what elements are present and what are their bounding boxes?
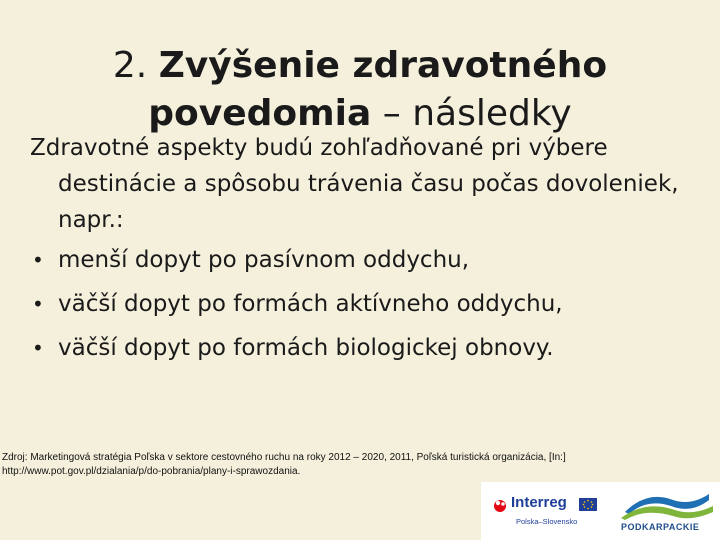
podkarpackie-logo	[617, 486, 717, 538]
source-line-1: Zdroj: Marketingová stratégia Poľska v sektore cestovného ruchu na roky 2012 – 2020, 2011, Poľská turistická organizácia, [In:]	[2, 452, 566, 463]
list-item-text: väčší dopyt po formách aktívneho oddychu,	[58, 291, 563, 317]
title-line-1	[40, 42, 680, 90]
source-citation	[2, 451, 718, 479]
list-item-text: menší dopyt po pasívnom oddychu,	[58, 247, 470, 273]
list-item	[30, 242, 700, 278]
source-line-2: http://www.pot.gov.pl/dzialania/p/do-pobrania/plany-i-sprawozdania.	[2, 466, 301, 477]
interreg-subtitle: Polska–Slovensko	[516, 517, 578, 526]
list-item-text: väčší dopyt po formách biologickej obnovy.	[58, 335, 554, 361]
bullet-list	[30, 242, 700, 366]
list-item	[30, 286, 700, 322]
bullet-icon: •	[32, 292, 44, 316]
partner-logos	[481, 482, 720, 540]
intro-paragraph: Zdravotné aspekty budú zohľadňované pri výbere destinácie a spôsobu trávenia času počas dovoleniek, napr.:	[30, 135, 679, 233]
list-item	[30, 330, 700, 366]
slide-body	[30, 130, 700, 374]
podkarpackie-name: PODKARPACKIE	[621, 522, 700, 532]
bullet-icon: •	[32, 336, 44, 360]
title-bold-2: povedomia	[148, 93, 372, 135]
interreg-name: Interreg	[511, 494, 567, 511]
title-rest: – následky	[371, 93, 572, 135]
bullet-icon: •	[32, 248, 44, 272]
interreg-logo	[489, 490, 597, 532]
title-bold-1: Zvýšenie zdravotného	[158, 45, 608, 87]
slide-title	[40, 42, 680, 138]
title-number: 2.	[112, 45, 159, 87]
